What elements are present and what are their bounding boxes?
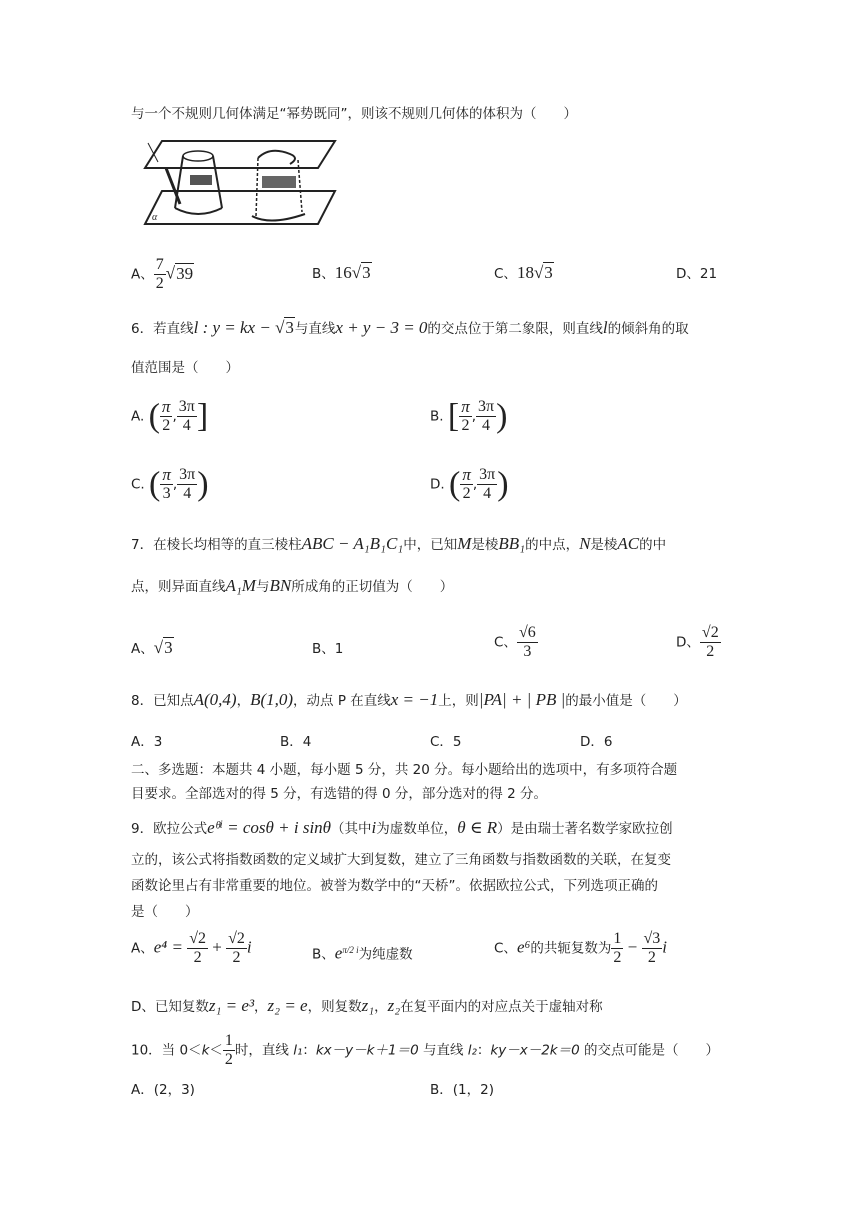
q10-option-b[interactable]: B．(1，2) (430, 1082, 494, 1098)
q10-option-a[interactable]: A．(2，3) (131, 1082, 195, 1098)
q7-option-a[interactable]: A、√3 (131, 638, 173, 657)
q10-stem: 10．当 0＜k＜ $\frac{1}{2}$ 时，直线 l₁：kx－y－k＋1＝0 与直线 l₂：ky－x－2k＝0 的交点可能是（ ） (131, 1032, 720, 1068)
q9-option-c[interactable]: C、e⁶的共轭复数为 $\frac{1}{2}$ − $\frac{√3}{2}$ i (494, 930, 668, 966)
section2-heading-line1: 二、多选题：本题共 4 小题，每小题 5 分，共 20 分。每小题给出的选项中，有多项符合题 (131, 762, 678, 778)
q6-stem-line1: 6．若直线l : y = kx − √3与直线x + y − 3 = 0的交点位于第二象限，则直线l的倾斜角的取 (131, 318, 689, 337)
q6-option-d[interactable]: D. ( $\frac{\pi}{2}$ , $\frac{3\pi}{4}$ ) (430, 465, 509, 503)
q5-option-d[interactable]: D、21 (676, 266, 718, 282)
q9-option-a[interactable]: A、e⁴ = $\frac{√2}{2}$ + $\frac{√2}{2}$ i (131, 930, 252, 966)
section2-heading-line2: 目要求。全部选对的得 5 分，有选错的得 0 分，部分选对的得 2 分。 (131, 786, 548, 802)
q6-option-c[interactable]: C. ( $\frac{\pi}{3}$ , $\frac{3\pi}{4}$ ) (131, 465, 209, 503)
q9-stem-line1: 9．欧拉公式eᶿⁱ = cosθ + i sinθ（其中i为虚数单位，θ ∈ R）是由瑞士著名数学家欧拉创 (131, 818, 673, 837)
q5-option-c[interactable]: C、18√3 (494, 263, 553, 282)
q9-option-d[interactable]: D、已知复数z₁ = e³，z₂ = e，则复数z₁，z₂在复平面内的对应点关于虚轴对称 (131, 996, 603, 1015)
q5-option-a[interactable]: A、 $\frac{7}{2}$ √39 (131, 256, 194, 292)
q5-option-b[interactable]: B、16√3 (312, 263, 371, 282)
q7-stem-line1: 7．在棱长均相等的直三棱柱ABC − A₁B₁C₁中，已知M是棱BB₁的中点，N是棱AC的中 (131, 534, 667, 553)
q6-option-a[interactable]: A. ( $\frac{\pi}{2}$ , $\frac{3\pi}{4}$ ] (131, 397, 209, 435)
plane-label: α (152, 212, 158, 223)
q8-option-b[interactable]: B．4 (280, 734, 312, 750)
q8-stem: 8．已知点A(0,4)，B(1,0)，动点 P 在直线x = −1上，则|PA| + | PB |的最小值是（ ） (131, 690, 687, 709)
q8-option-d[interactable]: D．6 (580, 734, 613, 750)
q8-option-a[interactable]: A．3 (131, 734, 163, 750)
q8-option-c[interactable]: C．5 (430, 734, 462, 750)
q7-option-c[interactable]: C、 $\frac{√6}{3}$ (494, 624, 536, 660)
q7-option-d[interactable]: D、 $\frac{√2}{2}$ (676, 624, 719, 660)
q9-stem-line4: 是（ ） (131, 904, 199, 920)
q9-option-b[interactable]: B、$e^{\pi/2 i}$为纯虚数 (312, 943, 413, 963)
intro-line: 与一个不规则几何体满足“幂势既同”，则该不规则几何体的体积为（ ） (131, 106, 577, 122)
q7-stem-line2: 点，则异面直线A₁M与BN所成角的正切值为（ ） (131, 576, 454, 595)
q7-option-b[interactable]: B、1 (312, 641, 344, 657)
q9-stem-line3: 函数论里占有非常重要的地位。被誉为数学中的“天桥”。依据欧拉公式，下列选项正确的 (131, 878, 658, 894)
q6-option-b[interactable]: B. [ $\frac{\pi}{2}$ , $\frac{3\pi}{4}$ ) (430, 397, 508, 435)
q6-stem-line2: 值范围是（ ） (131, 360, 239, 376)
solid-figure (140, 138, 340, 232)
q9-stem-line2: 立的，该公式将指数函数的定义域扩大到复数，建立了三角函数与指数函数的关联，在复变 (131, 852, 671, 868)
